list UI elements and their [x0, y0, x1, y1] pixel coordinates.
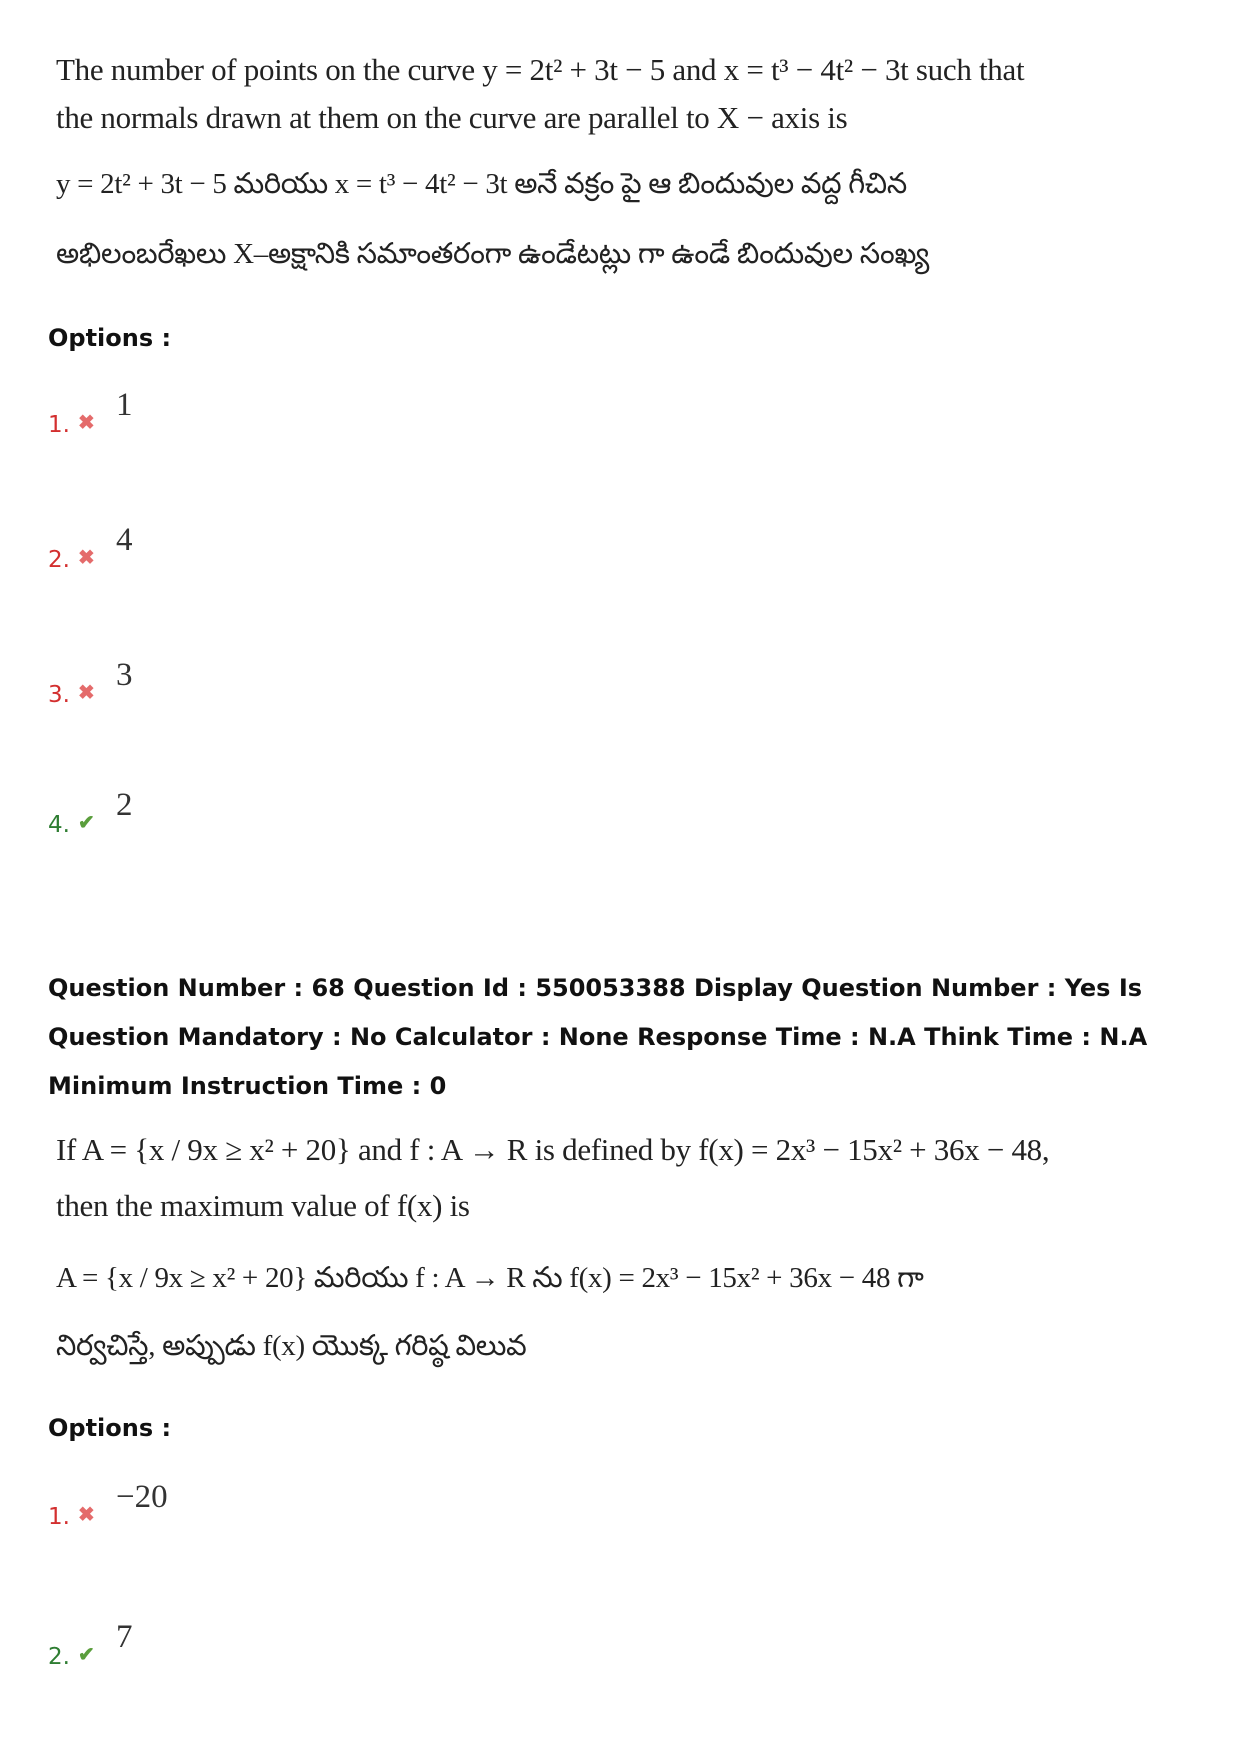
- option-value: 7: [116, 1619, 133, 1655]
- question-text-telugu-line-2: నిర్వచిస్తే, అప్పుడు f(x) యొక్క గరిష్ఠ విలువ: [56, 1330, 527, 1362]
- option-value: 2: [116, 787, 133, 823]
- option-value: 1: [116, 387, 133, 423]
- question-meta: Question Number : 68 Question Id : 550053388 Display Question Number : Yes Is Question Mandatory : No Calculator : None Response Time : N.A Think Time : N.A Minimum Instruction Time : 0: [48, 974, 1148, 1100]
- cross-icon: ✖: [78, 412, 95, 434]
- cross-icon: ✖: [78, 1504, 95, 1526]
- cross-icon: ✖: [78, 682, 95, 704]
- question-text-telugu-line-2: అభిలంబరేఖలు X–అక్షానికి సమాంతరంగా ఉండేటట్లు గా ఉండే బిందువుల సంఖ్య: [56, 238, 930, 270]
- question-text-english-line-2: then the maximum value of f(x) is: [56, 1188, 470, 1223]
- check-icon: ✔: [78, 812, 95, 834]
- question-text-english-line-2: the normals drawn at them on the curve are parallel to X − axis is: [56, 100, 848, 135]
- options-heading: Options :: [48, 324, 172, 352]
- option-value: 4: [116, 522, 133, 558]
- option-number: 4.: [48, 812, 70, 838]
- question-text-telugu-line-1: A = {x / 9x ≥ x² + 20} మరియు f : A → R ను f(x) = 2x³ − 15x² + 36x − 48 గా: [56, 1262, 924, 1294]
- question-text-english-line-1: If A = {x / 9x ≥ x² + 20} and f : A → R is defined by f(x) = 2x³ − 15x² + 36x − 48,: [56, 1132, 1050, 1167]
- option-number: 1.: [48, 412, 70, 438]
- option-value: 3: [116, 657, 133, 693]
- question-text-telugu-line-1: y = 2t² + 3t − 5 మరియు x = t³ − 4t² − 3t అనే వక్రం పై ఆ బిందువుల వద్ద గీచిన: [56, 168, 907, 200]
- cross-icon: ✖: [78, 547, 95, 569]
- option-number: 2.: [48, 1644, 70, 1670]
- check-icon: ✔: [78, 1644, 95, 1666]
- option-number: 3.: [48, 682, 70, 708]
- options-heading: Options :: [48, 1414, 172, 1442]
- question-text-english-line-1: The number of points on the curve y = 2t² + 3t − 5 and x = t³ − 4t² − 3t such that: [56, 52, 1025, 87]
- option-number: 2.: [48, 547, 70, 573]
- option-value: −20: [116, 1479, 168, 1515]
- option-number: 1.: [48, 1504, 70, 1530]
